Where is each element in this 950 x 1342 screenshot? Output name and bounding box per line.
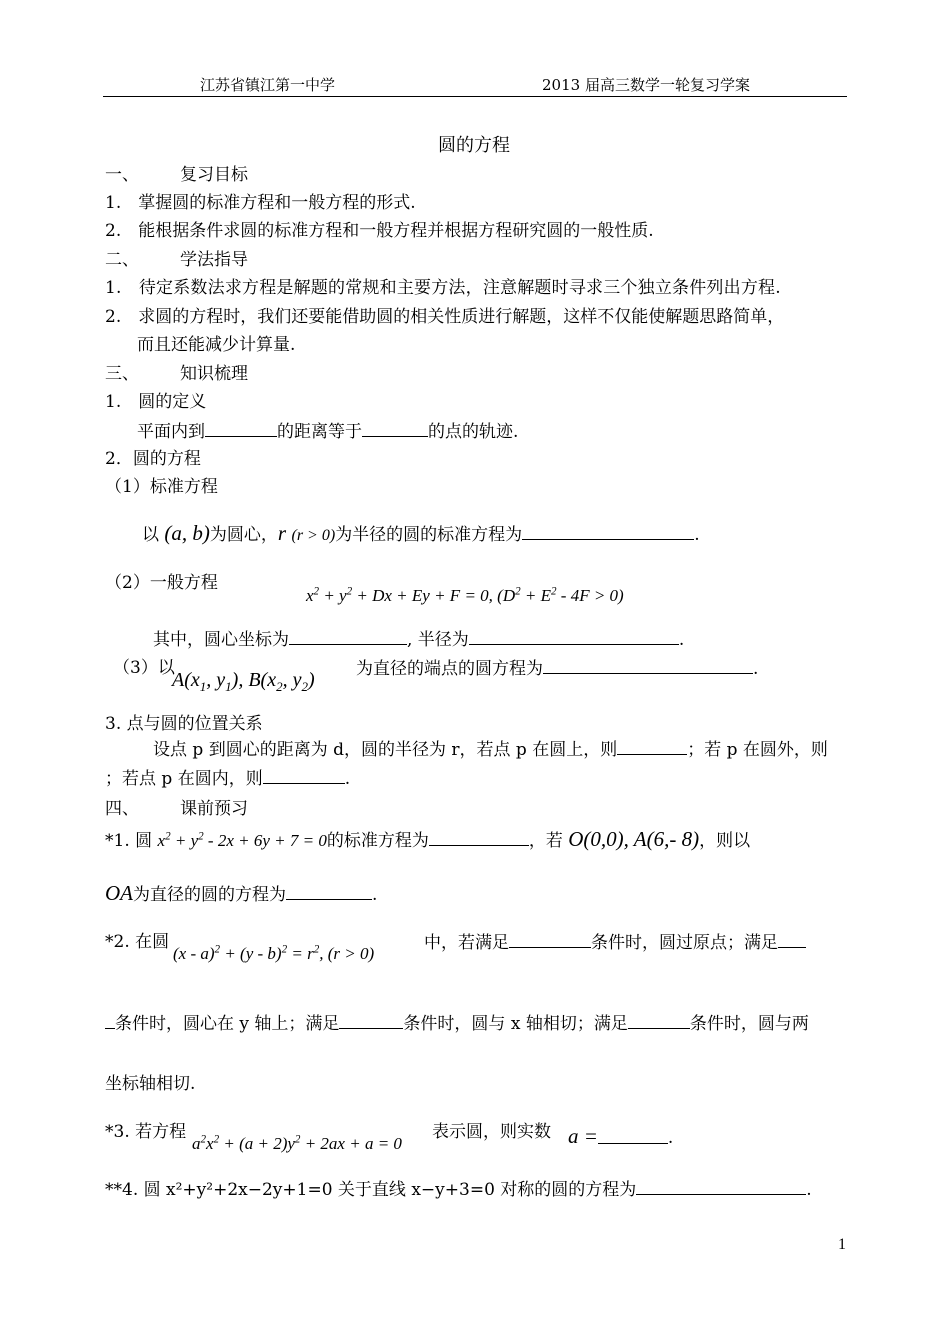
question-4-line <box>105 1179 812 1200</box>
general-center-blank <box>289 629 407 645</box>
q2-blank-3 <box>339 1013 403 1029</box>
general-center-text: 其中，圆心坐标为 <box>153 630 289 650</box>
question-2-line-1 <box>424 932 806 953</box>
page-title: 圆的方程 <box>438 135 510 156</box>
question-2-line-2 <box>105 1013 809 1034</box>
question-1-line-2 <box>105 881 377 906</box>
question-3-answer <box>568 1124 673 1149</box>
q2-text-b: 中，若满足 <box>424 933 509 953</box>
q2-text-g: 坐标轴相切. <box>105 1074 196 1094</box>
q4-text: **4. 圆 x²+y²+2x−2y+1=0 关于直线 x−y+3=0 对称的圆的方程为 <box>105 1180 637 1200</box>
section-2-number: 二、 <box>105 250 139 270</box>
point-circle-blank-1 <box>617 739 687 755</box>
question-1-line-1 <box>105 827 750 852</box>
section-1-number: 一、 <box>105 165 139 185</box>
section-1-item-1: 1. 掌握圆的标准方程和一般方程的形式. <box>105 193 416 213</box>
q1-text-f: 为直径的圆的方程为 <box>133 885 286 905</box>
q2-text-e: 条件时，圆与 x 轴相切；满足 <box>403 1014 628 1034</box>
header-rule <box>103 96 847 97</box>
definition-blank-2 <box>362 421 428 437</box>
q2-equation: $(x - a)^2 + (y - b)^2 = r^2$, (r > 0) <box>173 943 375 963</box>
section-2-item-2a: 2. 求圆的方程时，我们还要能借助圆的相关性质进行解题，这样不仅能使解题思路简单， <box>105 307 785 327</box>
q2-text-f: 条件时，圆与两 <box>689 1014 809 1034</box>
header-course: 2013 届高三数学一轮复习学案 <box>542 76 750 94</box>
q2-blank-4 <box>628 1013 690 1029</box>
definition-blank-1 <box>205 421 277 437</box>
q2-blank-2b <box>105 1013 115 1029</box>
point-circle-title: 3. 点与圆的位置关系 <box>105 714 263 734</box>
q1-text-c: ，若 <box>528 831 563 851</box>
standard-equation-title: （1）标准方程 <box>105 477 218 497</box>
point-circle-line-2 <box>105 768 350 789</box>
point-circle-text-3: ；若点 p 在圆内，则 <box>105 769 263 789</box>
standard-text-post: 为半径的圆的标准方程为 <box>335 525 523 545</box>
diameter-points: $A(x_1$, $y_1$), $B(x_2$, $y_2$) <box>172 669 315 694</box>
q2-prefix: *2. 在圆 <box>105 932 170 952</box>
q4-end: . <box>806 1180 812 1200</box>
q3-equation: $a^2x^2 + (a + 2)y^2 + 2ax + a = 0$ <box>192 1133 402 1153</box>
q1-oa: OA <box>105 881 133 905</box>
point-circle-line-1 <box>153 739 828 760</box>
standard-equation-line <box>142 521 700 546</box>
point-circle-text-2: ；若 p 在圆外，则 <box>687 740 828 760</box>
q1-equation: $x^2 + y^2 - 2x + 6y + 7 = 0$ <box>157 830 327 850</box>
diameter-pre: （3）以 <box>113 658 175 678</box>
section-3-number: 三、 <box>105 364 139 384</box>
definition-text-b: 的距离等于 <box>277 422 362 442</box>
q2-blank-1 <box>509 932 591 948</box>
q3-blank <box>598 1133 668 1144</box>
standard-condition: (r > 0) <box>291 527 336 544</box>
general-equation-detail <box>153 629 684 650</box>
q3-var: a = <box>568 1124 598 1148</box>
section-1-heading: 复习目标 <box>180 165 248 185</box>
section-2-heading: 学法指导 <box>180 250 248 270</box>
q1-text-d: ，则以 <box>699 831 751 851</box>
q1-blank-1 <box>429 830 529 846</box>
q1-text-b: 的标准方程为 <box>326 831 429 851</box>
section-2-item-1: 1. 待定系数法求方程是解题的常规和主要方法，注意解题时寻求三个独立条件列出方程. <box>105 278 781 298</box>
circle-definition-title: 1. 圆的定义 <box>105 392 207 412</box>
section-2-item-2b: 而且还能减少计算量. <box>137 335 296 355</box>
q2-text-c: 条件时，圆过原点；满足 <box>591 933 778 953</box>
standard-text-end: . <box>694 525 700 545</box>
q1-blank-2 <box>286 884 372 900</box>
page-number: 1 <box>838 1236 846 1253</box>
general-equation-formula: $x^2 + y^2 + Dx + Ey + F = 0$, $(D^2 + E^2 - 4F > 0)$ <box>306 585 624 605</box>
section-4-number: 四、 <box>105 799 139 819</box>
q3-end: . <box>667 1128 674 1148</box>
general-radius-blank <box>469 629 679 645</box>
q4-blank <box>636 1179 806 1195</box>
section-1-item-2: 2. 能根据条件求圆的标准方程和一般方程并根据方程研究圆的一般性质. <box>105 221 654 241</box>
definition-text-c: 的点的轨迹. <box>428 422 519 442</box>
diameter-post: 为直径的端点的圆方程为 <box>356 659 543 679</box>
section-4-heading: 课前预习 <box>180 799 248 819</box>
diameter-blank <box>543 658 753 674</box>
header-school: 江苏省镇江第一中学 <box>200 76 336 94</box>
q2-text-d: 条件时，圆心在 y 轴上；满足 <box>115 1014 340 1034</box>
point-circle-end: . <box>344 769 351 789</box>
q1-end: . <box>372 885 378 905</box>
diameter-line <box>356 658 758 679</box>
q2-blank-2a <box>778 932 806 948</box>
point-circle-blank-2 <box>263 768 345 784</box>
general-radius-text: , 半径为 <box>407 630 469 650</box>
q1-prefix: *1. 圆 <box>105 831 153 851</box>
diameter-end: . <box>753 659 759 679</box>
general-end: . <box>678 630 685 650</box>
definition-line <box>137 421 518 442</box>
q3-text-b: 表示圆，则实数 <box>432 1122 551 1142</box>
standard-radius: r <box>277 521 287 545</box>
q1-points: O(0,0), A(6,- 8) <box>568 827 700 851</box>
definition-text-a: 平面内到 <box>137 422 205 442</box>
q3-prefix: *3. 若方程 <box>105 1122 187 1142</box>
section-3-heading: 知识梳理 <box>180 364 248 384</box>
standard-text-pre: 以 <box>142 525 159 545</box>
circle-equation-title: 2．圆的方程 <box>105 449 201 469</box>
standard-blank <box>522 524 694 540</box>
standard-center: (a, b) <box>164 521 210 545</box>
standard-text-mid: 为圆心， <box>209 525 278 545</box>
general-equation-title: （2）一般方程 <box>105 573 218 593</box>
point-circle-text-1: 设点 p 到圆心的距离为 d，圆的半径为 r，若点 p 在圆上，则 <box>153 740 618 760</box>
